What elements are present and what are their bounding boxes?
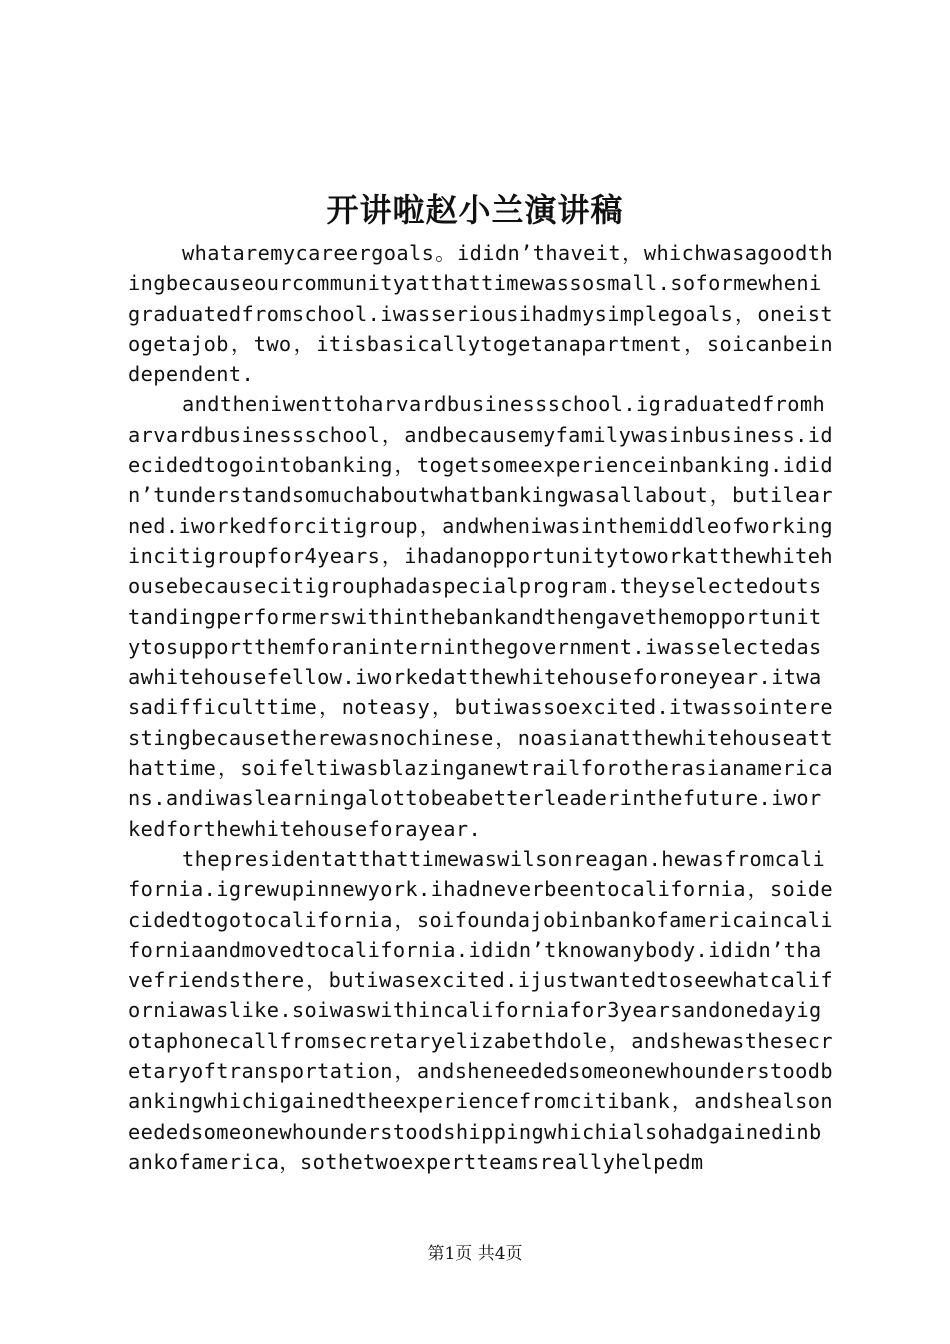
- page-number-footer: 第1页 共4页: [427, 1244, 523, 1264]
- paragraph-3: thepresidentatthattimewaswilsonreagan.hewasfromcalifornia.igrewupinnewyork.ihadneverbeentocalifornia，soidecidedtogotocalifornia，soifoundajobinbankofamericaincaliforniaandmovedtocalifornia.ididn’tknowanybody.ididn’thavefriendsthere，butiwasexcited.ijustwantedtoseewhatcaliforniawaslike.soiwaswithincaliforniafor3yearsandonedayigotaphonecallfromsecretaryelizabethdole，andshewasthesecretaryoftransportation，andsheneededsomeonewhounderstoodbankingwhichigainedtheexperiencefromcitibank，andshealsoneededsomeonewhounderstoodshippingwhichialsohadgainedinbankofamerica，sothetwoexpertteamsreallyhelpedm: [128, 846, 833, 1174]
- paragraph-1: whataremycareergoals。ididn’thaveit，whichwasagoodthingbecauseourcommunityatthattimewassosmall.soformewhenigraduatedfromschool.iwasseriousihadmysimplegoals，oneistogetajob，two，itisbasicallytogetanapartment，soicanbeindependent.: [128, 241, 833, 387]
- document-title: 开讲啦赵小兰演讲稿: [326, 191, 624, 229]
- document-body: [128, 238, 833, 1177]
- paragraph-2: andtheniwenttoharvardbusinessschool.igraduatedfromharvardbusinessschool，andbecausemyfamilywasinbusiness.idecidedtogointobanking，togetsomeexperienceinbanking.ididn’tunderstandsomuchaboutwhatbankingwasallabout，butilearned.iworkedforcitigroup，andwheniwasinthemiddleofworkingincitigroupfor4years，ihadanopportunitytoworkatthewhitehousebecausecitigrouphadaspecialprogram.theyselectedoutstandingperformerswithinthebankandthengavethemopportunitytosupportthemforaninterninthegovernment.iwasselectedasawhitehousefellow.iworkedatthewhitehouseforoneyear.itwasadifficulttime，noteasy，butiwassoexcited.itwassointerestingbecausetherewasnochinese，noasianatthewhitehouseatthattime，soifeltiwasblazinganewtrailforotherasianamericans.andiwaslearningalottobeabetterleaderinthefuture.iworkedforthewhitehouseforayear.: [128, 392, 833, 841]
